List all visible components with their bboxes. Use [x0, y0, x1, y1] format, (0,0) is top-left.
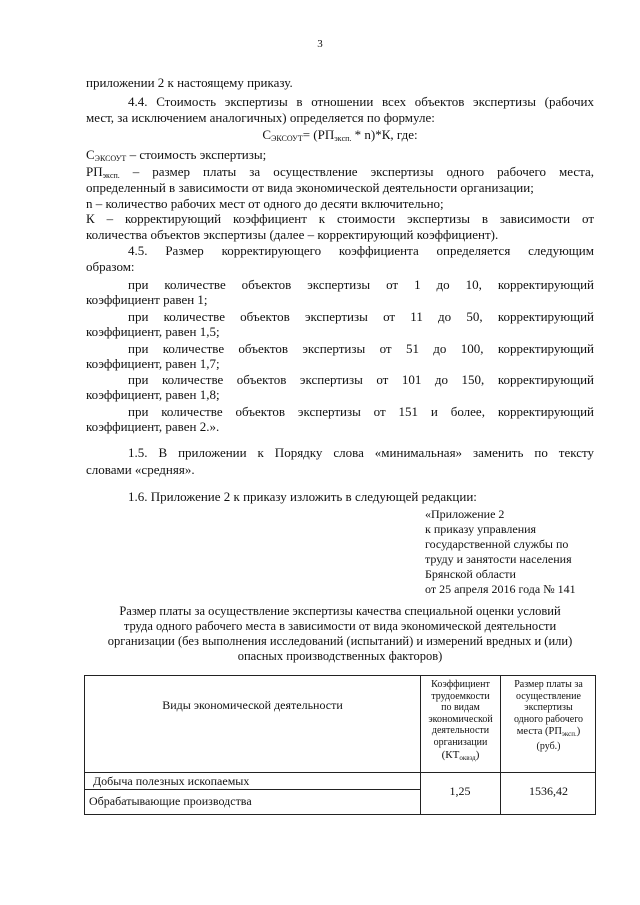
coef-rule-line: коэффициент, равен 2.». [86, 419, 220, 434]
table-divider [85, 789, 420, 790]
header-activity: Виды экономической деятельности [162, 698, 343, 712]
header-coefficient: Коэффициент трудоемкости по видам экономической деятельности организации (КТоквэд) [428, 679, 493, 762]
price-value: 1536,42 [529, 784, 568, 798]
appendix-line: Брянской области [425, 567, 516, 581]
definition-line: n – количество рабочих мест от одного до десяти включительно; [86, 196, 444, 211]
appendix-line: труду и занятости населения [425, 552, 572, 566]
definition-line: количества объектов экспертизы (далее – корректирующий коэффициент). [86, 227, 499, 242]
definition-line: РПэкcп. – размер платы за осуществление экспертизы одного рабочего места, [86, 164, 594, 180]
formula: СЭКСОУТ= (РПэкcп. * n)*К, где: [262, 127, 418, 143]
price-table [84, 675, 596, 815]
table-caption-line: Размер платы за осуществление экспертизы качества специальной оценки условий [119, 604, 561, 618]
page-number: 3 [317, 38, 323, 50]
coef-rule-line: при количестве объектов экспертизы от 51 до 100, корректирующий [128, 341, 594, 356]
paragraph-line: словами «средняя». [86, 462, 195, 477]
paragraph-line: 1.5. В приложении к Порядку слова «минимальная» заменить по тексту [128, 445, 594, 460]
paragraph-line: 4.5. Размер корректирующего коэффициента определяется следующим [128, 243, 594, 258]
table-caption-line: опасных производственных факторов) [237, 649, 443, 663]
paragraph-line: приложении 2 к настоящему приказу. [86, 75, 293, 90]
coef-rule-line: при количестве объектов экспертизы от 101 до 150, корректирующий [128, 372, 594, 387]
table-divider [420, 772, 596, 773]
appendix-line: к приказу управления [425, 522, 537, 536]
appendix-line: государственной службы по [425, 537, 569, 551]
appendix-line: от 25 апреля 2016 года № 141 [425, 582, 576, 596]
table-caption-line: труда одного рабочего места в зависимости от вида экономической деятельности [123, 619, 557, 633]
coef-rule-line: при количестве объектов экспертизы от 151 и более, корректирующий [128, 404, 594, 419]
table-row-activity: Обрабатывающие производства [89, 794, 252, 808]
paragraph-line: 4.4. Стоимость экспертизы в отношении всех объектов экспертизы (рабочих [128, 94, 594, 109]
coef-rule-line: коэффициент, равен 1,8; [86, 387, 220, 402]
paragraph-line: мест, за исключением аналогичных) определяется по формуле: [86, 110, 435, 125]
table-caption-line: организации (без выполнения исследований (испытаний) и измерений вредных и (или) [107, 634, 573, 648]
paragraph-line: образом: [86, 259, 135, 274]
coef-rule-line: коэффициент, равен 1,5; [86, 324, 220, 339]
appendix-line: «Приложение 2 [425, 507, 505, 521]
definition-line: К – корректирующий коэффициент к стоимости экспертизы в зависимости от [86, 211, 594, 226]
definition-line: СЭКСОУТ – стоимость экспертизы; [86, 147, 267, 163]
coef-rule-line: коэффициент, равен 1,7; [86, 356, 220, 371]
header-price: Размер платы за осуществление экспертизы одного рабочего места (РПэксп.) (руб.) [513, 679, 584, 752]
paragraph-line: 1.6. Приложение 2 к приказу изложить в следующей редакции: [128, 489, 477, 504]
table-divider [85, 772, 420, 773]
coef-rule-line: коэффициент равен 1; [86, 292, 208, 307]
coef-rule-line: при количестве объектов экспертизы от 11 до 50, корректирующий [128, 309, 594, 324]
coefficient-value: 1,25 [449, 784, 471, 798]
coef-rule-line: при количестве объектов экспертизы от 1 до 10, корректирующий [128, 277, 594, 292]
definition-line: определенный в зависимости от вида экономической деятельности организации; [86, 180, 534, 195]
table-row-activity: Добыча полезных ископаемых [93, 774, 250, 788]
